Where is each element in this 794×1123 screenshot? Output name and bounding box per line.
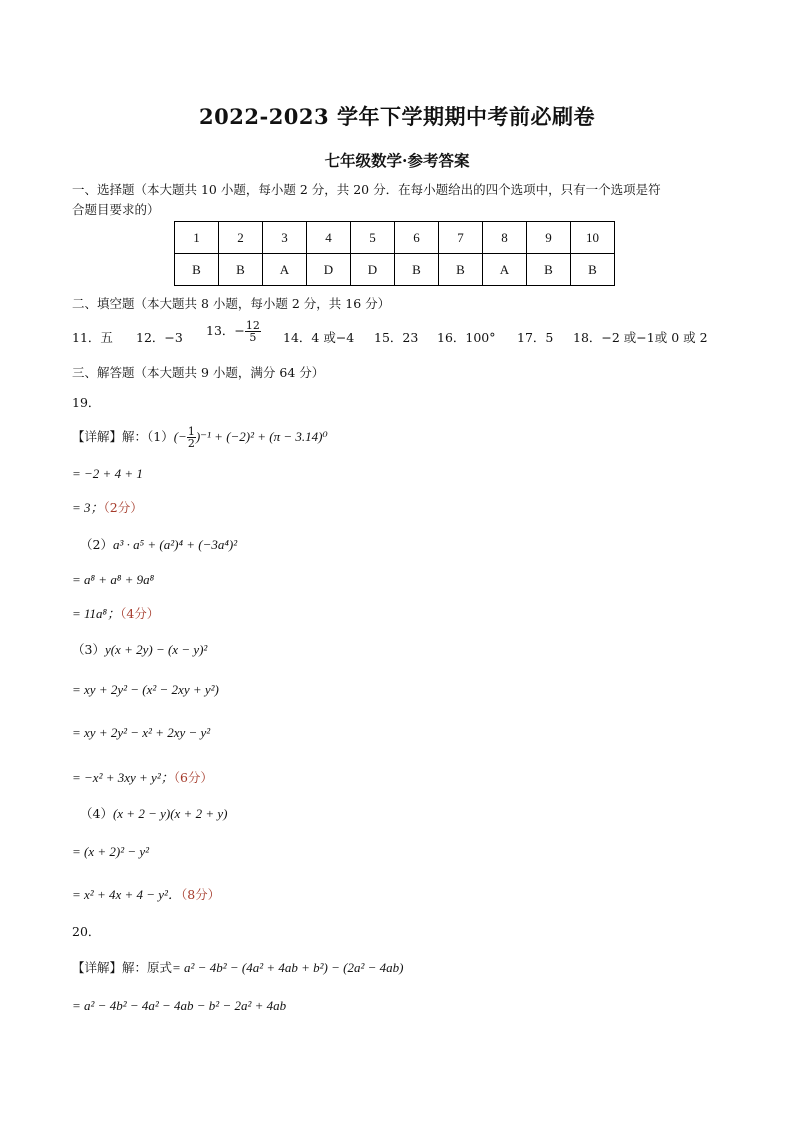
table-cell-number: 4	[307, 222, 351, 254]
section3-heading: 三、解答题（本大题共 9 小题，满分 64 分）	[72, 365, 325, 380]
fraction-numerator: 1	[187, 425, 195, 438]
table-cell-answer: B	[571, 254, 615, 286]
answer-13	[206, 320, 261, 343]
section2-heading: 二、填空题（本大题共 8 小题，每小题 2 分，共 16 分）	[72, 296, 391, 311]
question-20-label: 20．	[72, 924, 101, 939]
table-cell-number: 9	[527, 222, 571, 254]
section1-heading-line1: 一、选择题（本大题共 10 小题，每小题 2 分，共 20 分．在每小题给出的四个选项中，只有一个选项是符	[72, 182, 661, 197]
part-number: （2）	[80, 537, 113, 552]
q19-p2-step2	[72, 603, 159, 622]
detail-label: 【详解】解：原式	[72, 960, 173, 975]
table-cell-number: 3	[263, 222, 307, 254]
table-cell-answer: B	[175, 254, 219, 286]
table-cell-number: 7	[439, 222, 483, 254]
q19-p2-step1: = a⁸ + a⁸ + 9a⁸	[72, 572, 155, 587]
score-note: （2分）	[103, 500, 143, 515]
q19-p3-step1: = xy + 2y² − (x² − 2xy + y²)	[72, 682, 219, 697]
part1-fraction	[187, 426, 196, 449]
fraction-denominator: 5	[249, 331, 257, 344]
table-cell-answer: D	[307, 254, 351, 286]
table-cell-answer: A	[483, 254, 527, 286]
table-cell-answer: D	[351, 254, 395, 286]
table-cell-number: 10	[571, 222, 615, 254]
part4-expr: (x + 2 − y)(x + 2 + y)	[112, 806, 228, 821]
q19-p1-step2	[72, 497, 143, 516]
q19-p4-step2	[72, 884, 220, 903]
q19-p4-step1: = (x + 2)² − y²	[72, 844, 150, 859]
answer-12: 12．−3	[136, 330, 183, 345]
part1-expr-rest: )⁻¹ + (−2)² + (π − 3.14)⁰	[195, 429, 328, 444]
answer-13-label: 13．−	[206, 323, 245, 338]
fraction-denominator: 2	[187, 437, 195, 450]
section1-heading-line2: 合题目要求的）	[72, 202, 160, 217]
part2-expr: a³ · a⁵ + (a²)⁴ + (−3a⁴)²	[112, 537, 238, 552]
q19-p1-step1: = −2 + 4 + 1	[72, 466, 143, 481]
table-cell-number: 1	[175, 222, 219, 254]
part-number: （1）	[147, 429, 174, 444]
score-note: （4分）	[120, 606, 160, 621]
table-cell-number: 5	[351, 222, 395, 254]
step-expr: = 3；	[72, 500, 104, 515]
q20-expr	[72, 958, 403, 976]
step-expr: = 11a⁸；	[72, 606, 121, 621]
table-cell-number: 6	[395, 222, 439, 254]
q19-part3	[72, 640, 207, 658]
answer-15: 15．23	[374, 330, 419, 345]
step-expr: = −x² + 3xy + y²；	[72, 770, 174, 785]
part3-expr: y(x + 2y) − (x − y)²	[104, 642, 208, 657]
answer-table-answer-row	[175, 254, 615, 286]
answer-table	[174, 221, 615, 286]
score-note: （6分）	[173, 770, 213, 785]
part1-expr-open: (−	[173, 429, 187, 444]
step-expr: = x² + 4x + 4 − y²．	[72, 887, 181, 902]
q19-part4	[80, 804, 227, 822]
table-cell-answer: B	[219, 254, 263, 286]
part-number: （3）	[72, 642, 105, 657]
document-subtitle: 七年级数学·参考答案	[324, 151, 470, 170]
q19-p3-step3	[72, 767, 213, 786]
table-cell-answer: B	[527, 254, 571, 286]
score-note: （8分）	[180, 887, 221, 902]
q20-step1: = a² − 4b² − 4a² − 4ab − b² − 2a² + 4ab	[72, 998, 287, 1013]
answer-11: 11．五	[72, 330, 113, 345]
fraction-numerator: 12	[245, 319, 260, 332]
table-cell-answer: A	[263, 254, 307, 286]
table-cell-answer: B	[395, 254, 439, 286]
answer-18: 18．−2 或−1或 0 或 2	[573, 330, 708, 345]
answer-14: 14．4 或−4	[283, 330, 355, 345]
q20-original-expr: = a² − 4b² − (4a² + 4ab + b²) − (2a² − 4ab)	[172, 960, 404, 975]
answer-13-fraction	[245, 320, 261, 343]
answer-17: 17．5	[517, 330, 554, 345]
detail-label: 【详解】解：	[72, 429, 148, 444]
question-19-label: 19．	[72, 395, 101, 410]
q19-part2	[80, 535, 237, 553]
table-cell-number: 8	[483, 222, 527, 254]
answer-table-number-row	[175, 222, 615, 254]
table-cell-number: 2	[219, 222, 263, 254]
part-number: （4）	[80, 806, 113, 821]
answer-16: 16．100°	[437, 330, 496, 345]
document-title: 2022-2023 学年下学期期中考前必刷卷	[199, 104, 595, 129]
table-cell-answer: B	[439, 254, 483, 286]
q19-p3-step2: = xy + 2y² − x² + 2xy − y²	[72, 725, 211, 740]
q19-part1	[72, 426, 328, 449]
